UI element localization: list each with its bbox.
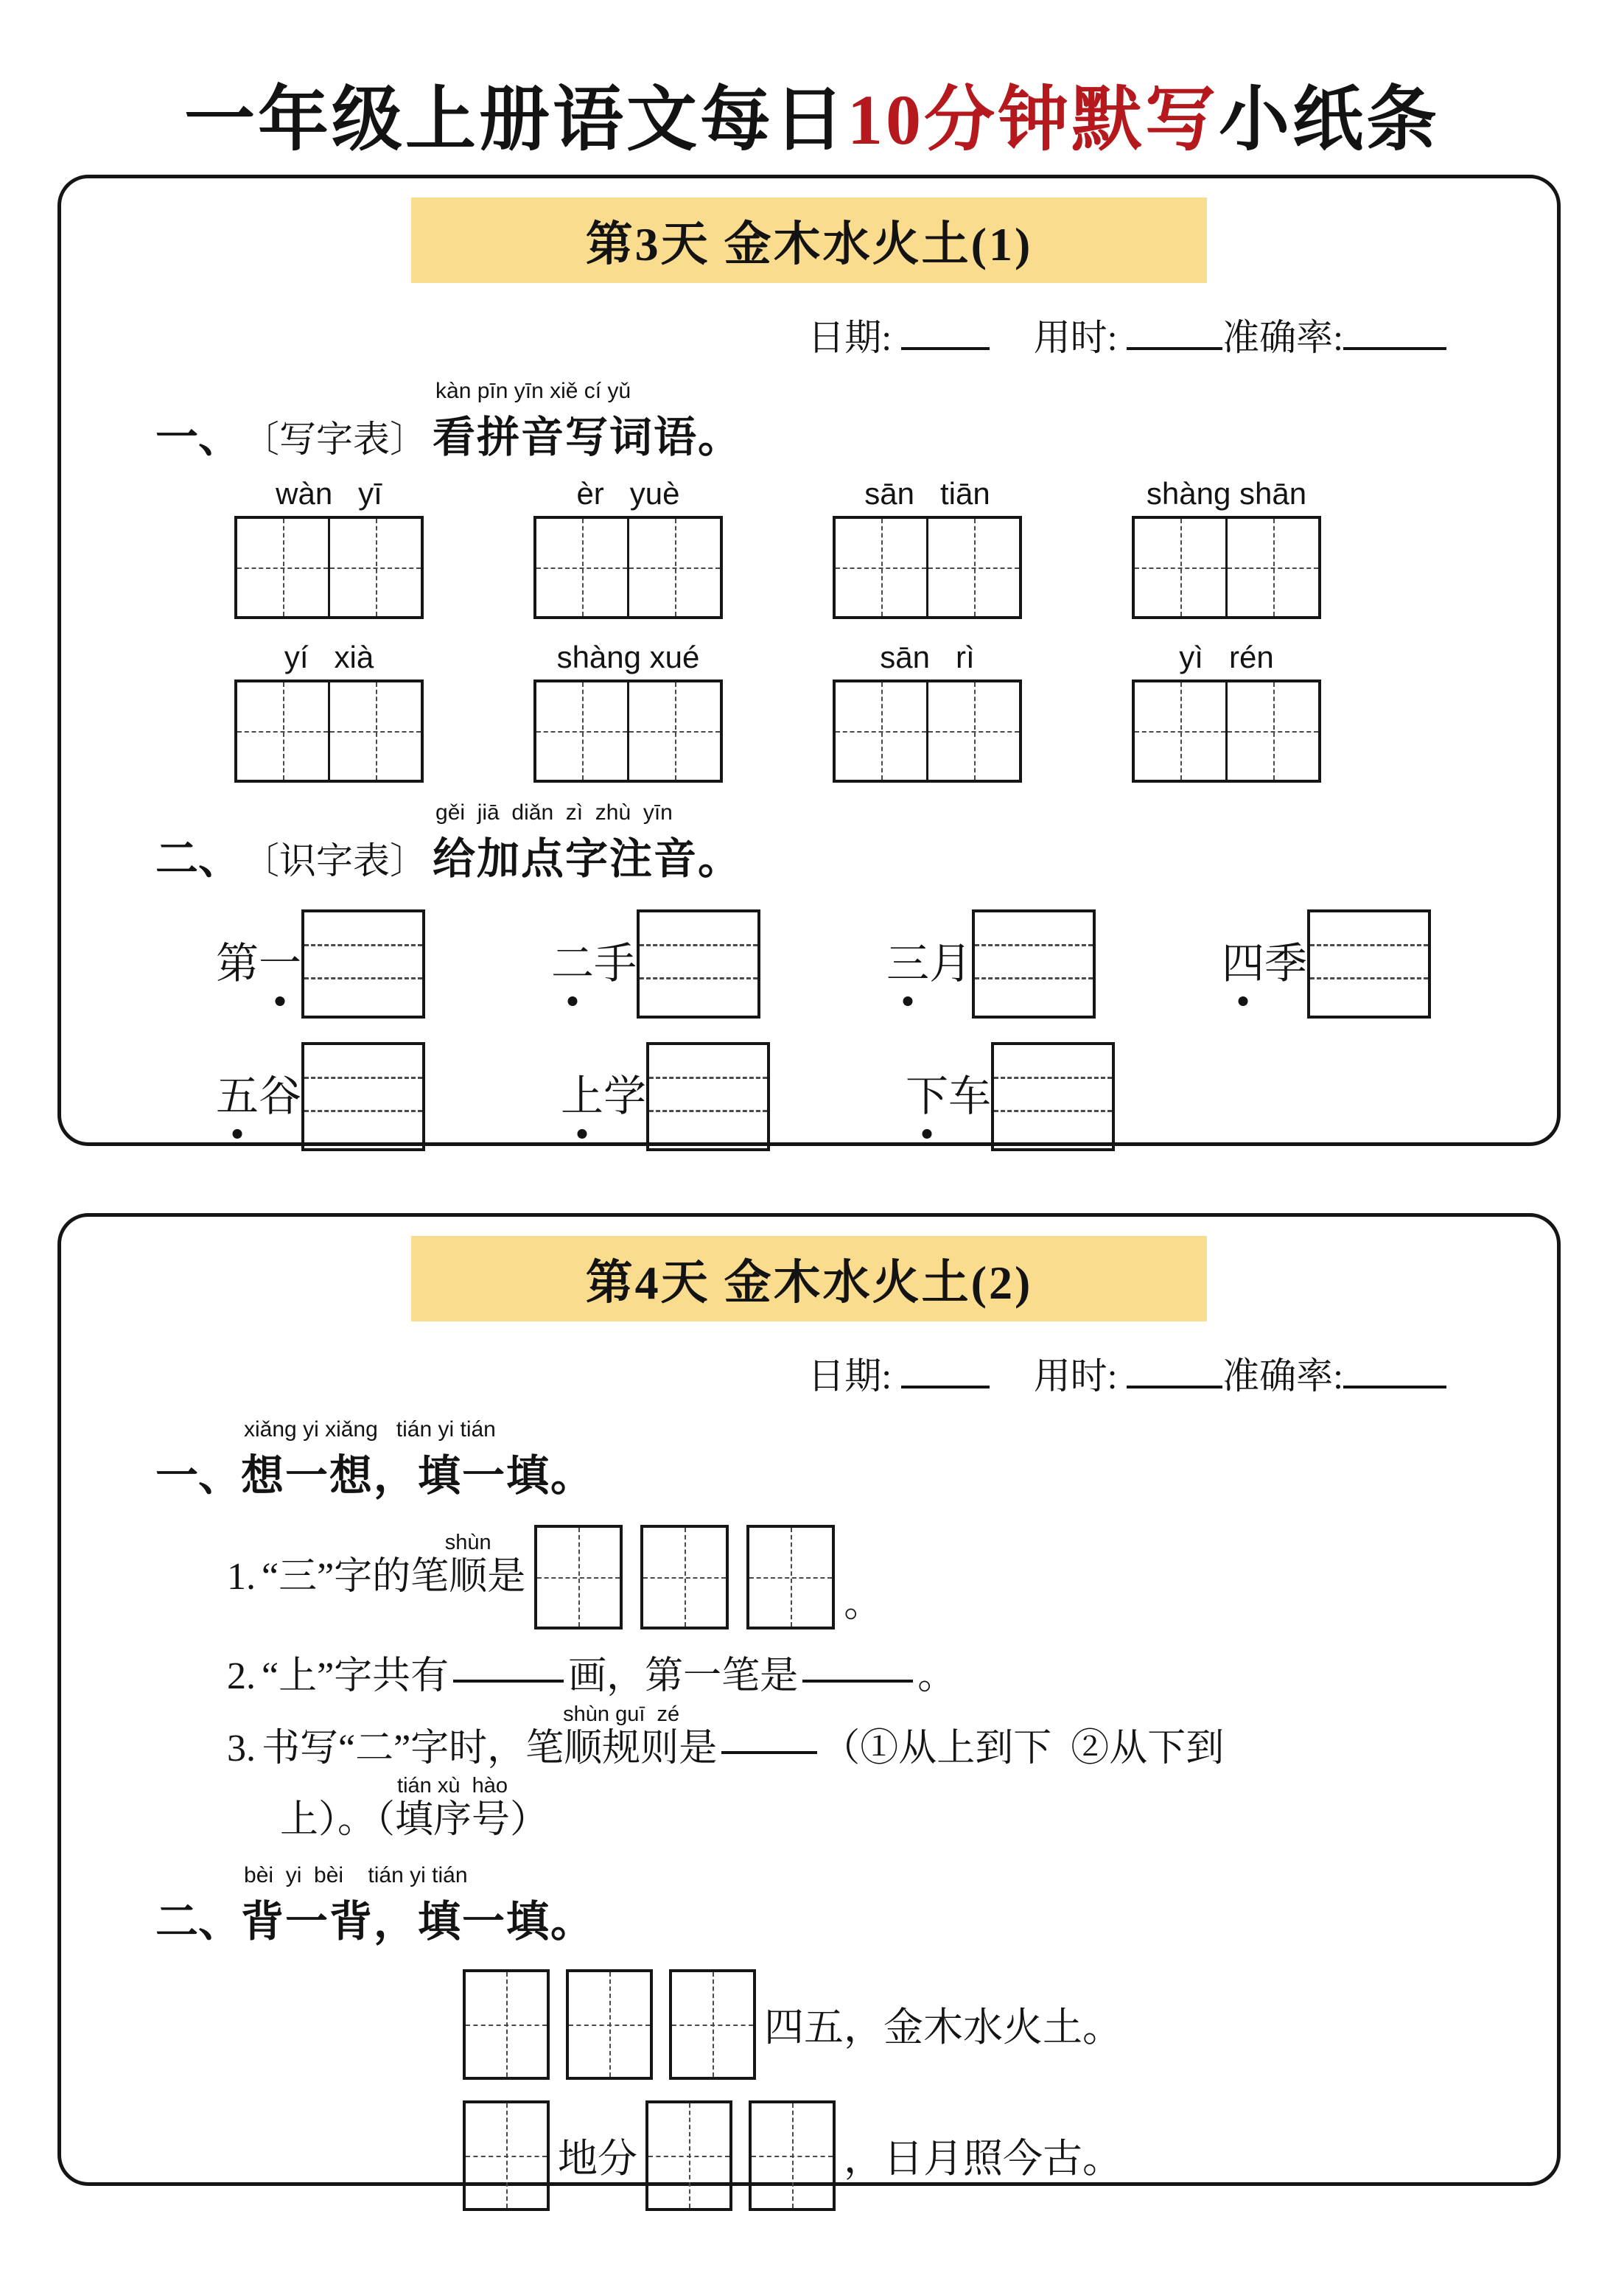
writing-grid	[234, 680, 424, 783]
tianzige-cell	[536, 682, 627, 780]
question-number: 1.	[227, 1556, 256, 1599]
pinyin-label: tián xù hào	[397, 1774, 508, 1798]
page-title-highlight: 10分钟默写	[847, 80, 1219, 159]
pinyin-word-group	[234, 476, 424, 619]
tianzige-cell	[1225, 519, 1318, 616]
pinyin-annotated-text	[395, 1774, 511, 1845]
question-number: 3.	[227, 1727, 256, 1770]
pinyin-answer-box	[301, 1042, 425, 1151]
text-run: 上）。（	[280, 1799, 396, 1842]
date-label: 日期:	[808, 1355, 892, 1397]
dotted-hanzi-char: 上	[561, 1071, 603, 1122]
text-run: 书写“二”字时，笔	[262, 1727, 564, 1770]
writing-grid	[1132, 680, 1321, 783]
annotation-row	[61, 909, 1557, 1019]
section-title: 看拼音写词语。	[433, 413, 743, 461]
text-run: 。	[844, 1583, 883, 1626]
pinyin-label: èr yuè	[576, 476, 680, 511]
pinyin-word-group	[533, 476, 723, 619]
section-title: 背一背，填一填。	[241, 1897, 595, 1946]
tianzige-cell	[328, 519, 421, 616]
writing-grid	[533, 680, 723, 783]
time-blank	[1127, 338, 1222, 350]
tianzige-cell	[237, 519, 328, 616]
writing-box	[746, 1525, 835, 1629]
section-title-group	[433, 800, 743, 886]
pinyin-words-area	[61, 476, 1557, 783]
hanzi-char: 车	[948, 1072, 992, 1121]
section-heading-think	[155, 1417, 1557, 1503]
section-pinyin: bèi yi bèi tián yi tián	[244, 1862, 468, 1887]
question-item	[227, 1525, 1557, 1629]
question-line-continued	[280, 1774, 1557, 1845]
accuracy-label: 准确率:	[1222, 1355, 1343, 1397]
annotation-row	[61, 1042, 1557, 1151]
time-label: 用时:	[1033, 317, 1118, 358]
section-title-group	[433, 379, 743, 464]
writing-box	[645, 2100, 732, 2211]
dotted-hanzi-char: 三	[886, 938, 929, 990]
text-run: 。	[917, 1655, 956, 1697]
tianzige-cell	[1135, 519, 1225, 616]
pinyin-answer-box	[991, 1042, 1115, 1151]
card-title: 第4天 金木水火土(2)	[585, 1257, 1033, 1309]
writing-grid	[533, 516, 723, 619]
section-heading-annotate	[155, 800, 1557, 886]
pinyin-answer-box	[646, 1042, 770, 1151]
annotation-word	[216, 938, 301, 990]
dotted-hanzi-char: 一	[259, 938, 301, 990]
section-title: 想一想，填一填。	[241, 1452, 595, 1500]
writing-box	[534, 1525, 623, 1629]
text-run: 画，第一笔是	[568, 1655, 799, 1697]
text-run: 填序号	[395, 1799, 511, 1842]
section-tag: 〔写字表〕	[242, 419, 427, 460]
question-line	[227, 1702, 1557, 1774]
accuracy-label: 准确率:	[1222, 317, 1343, 358]
text-run: “上”字共有	[262, 1655, 449, 1697]
page-title	[0, 63, 1624, 164]
section-pinyin: gěi jiā diǎn zì zhù yīn	[435, 800, 673, 825]
pinyin-label: shàng xué	[556, 640, 700, 674]
text-run: （①从上到下 ②从下到	[822, 1727, 1225, 1770]
pinyin-answer-box	[1307, 909, 1431, 1019]
pinyin-word-row	[61, 640, 1557, 783]
pinyin-label: yì rén	[1179, 640, 1274, 674]
tianzige-cell	[836, 682, 926, 780]
tianzige-cell	[536, 519, 627, 616]
hanzi-char: 季	[1264, 940, 1308, 988]
annotation-item	[1222, 909, 1557, 1019]
pinyin-word-row	[61, 476, 1557, 619]
text-run: 地分	[558, 2137, 637, 2182]
card-title: 第3天 金木水火土(1)	[585, 218, 1033, 270]
dotted-hanzi-char: 五	[216, 1071, 259, 1122]
text-run: 顺规则	[564, 1727, 679, 1770]
section-heading-recite	[155, 1862, 1557, 1949]
annotation-item	[561, 1042, 906, 1151]
hanzi-char: 月	[929, 940, 973, 988]
pinyin-label: sān rì	[880, 640, 975, 674]
section-pinyin: kàn pīn yīn xiě cí yǔ	[435, 379, 631, 403]
section-title: 给加点字注音。	[433, 835, 743, 883]
pinyin-label: yí xià	[284, 640, 374, 674]
section-tag: 〔识字表〕	[242, 840, 427, 881]
time-blank	[1127, 1377, 1222, 1388]
annotation-area	[61, 909, 1557, 1151]
section-title-group	[241, 1417, 595, 1503]
pinyin-label: shùn	[444, 1531, 491, 1555]
question-line	[227, 1525, 1557, 1629]
date-blank	[901, 338, 990, 350]
writing-grid	[833, 516, 1022, 619]
tianzige-cell	[1135, 682, 1225, 780]
accuracy-blank	[1343, 1377, 1446, 1388]
pinyin-answer-box	[301, 909, 425, 1019]
page-title-suffix: 小纸条	[1219, 80, 1440, 159]
question-item	[227, 1702, 1557, 1845]
section-heading-write	[155, 379, 1557, 464]
hanzi-char: 谷	[259, 1072, 302, 1121]
tianzige-cell	[926, 682, 1019, 780]
section-number: 二、	[155, 1897, 242, 1946]
time-label: 用时:	[1033, 1355, 1118, 1397]
section-title-group	[241, 1862, 595, 1949]
annotation-item	[216, 909, 551, 1019]
pinyin-label: wàn yī	[276, 476, 382, 511]
recite-fill-area	[61, 1969, 1557, 2211]
annotation-item	[551, 909, 886, 1019]
pinyin-word-group	[833, 476, 1022, 619]
meta-row	[61, 1346, 1557, 1400]
pinyin-label: sān tiān	[864, 476, 990, 511]
writing-box	[669, 1969, 756, 2080]
card-title-band	[411, 198, 1207, 283]
annotation-word	[906, 1071, 991, 1122]
dotted-hanzi-char: 二	[551, 938, 594, 990]
card-day4	[57, 1213, 1561, 2186]
writing-grid	[234, 516, 424, 619]
pinyin-annotated-text	[563, 1702, 680, 1774]
writing-box	[463, 2100, 550, 2211]
text-run: ）	[510, 1799, 549, 1842]
annotation-item	[886, 909, 1222, 1019]
section-number: 一、	[155, 413, 242, 461]
recite-fill-line	[463, 1969, 1557, 2080]
tianzige-cell	[836, 519, 926, 616]
answer-blank	[802, 1671, 913, 1683]
writing-box	[640, 1525, 729, 1629]
dotted-hanzi-char: 下	[906, 1071, 948, 1122]
text-run: “三”字的笔	[262, 1556, 449, 1599]
annotation-word	[551, 938, 637, 990]
tianzige-cell	[1225, 682, 1318, 780]
tianzige-cell	[627, 519, 720, 616]
pinyin-word-group	[234, 640, 424, 783]
tianzige-cell	[627, 682, 720, 780]
answer-blank	[721, 1742, 817, 1754]
meta-row	[61, 308, 1557, 361]
pinyin-word-group	[533, 640, 723, 783]
text-run: 顺	[449, 1556, 488, 1599]
writing-grid	[833, 680, 1022, 783]
accuracy-blank	[1343, 338, 1446, 350]
pinyin-word-group	[1132, 476, 1321, 619]
date-blank	[901, 1377, 990, 1388]
hanzi-char: 学	[603, 1072, 647, 1121]
hanzi-char: 手	[594, 940, 637, 988]
question-item	[227, 1652, 1557, 1702]
annotation-item	[906, 1042, 1250, 1151]
recite-fill-line	[463, 2100, 1557, 2211]
section-number: 一、	[155, 1452, 242, 1500]
tianzige-cell	[926, 519, 1019, 616]
pinyin-answer-box	[637, 909, 760, 1019]
annotation-word	[561, 1071, 646, 1122]
text-run: 四五，金木水火土。	[764, 2005, 1122, 2050]
annotation-word	[1222, 938, 1307, 990]
section-number: 二、	[155, 835, 242, 883]
pinyin-label: shùn guī zé	[563, 1702, 680, 1726]
date-label: 日期:	[808, 317, 892, 358]
annotation-item	[216, 1042, 561, 1151]
writing-grid	[1132, 516, 1321, 619]
pinyin-annotated-text	[444, 1531, 491, 1602]
annotation-word	[886, 938, 972, 990]
pinyin-word-group	[1132, 640, 1321, 783]
pinyin-word-group	[833, 640, 1022, 783]
text-run: 是	[679, 1727, 718, 1770]
annotation-word	[216, 1071, 301, 1122]
card-title-band	[411, 1236, 1207, 1321]
answer-blank	[453, 1671, 564, 1683]
card-day3	[57, 175, 1561, 1146]
questions-area	[61, 1525, 1557, 1845]
text-run: ，日月照今古。	[844, 2137, 1122, 2182]
tianzige-cell	[237, 682, 328, 780]
section-pinyin: xiǎng yi xiǎng tián yi tián	[244, 1417, 496, 1442]
hanzi-char: 第	[216, 940, 259, 988]
pinyin-label: shàng shān	[1146, 476, 1307, 511]
question-line	[227, 1652, 1557, 1702]
tianzige-cell	[328, 682, 421, 780]
writing-box	[749, 2100, 836, 2211]
pinyin-answer-box	[972, 909, 1096, 1019]
question-number: 2.	[227, 1655, 256, 1697]
writing-box	[566, 1969, 653, 2080]
writing-box	[463, 1969, 550, 2080]
dotted-hanzi-char: 四	[1222, 938, 1264, 990]
page-title-prefix: 一年级上册语文每日	[184, 80, 847, 159]
text-run: 是	[487, 1556, 526, 1599]
